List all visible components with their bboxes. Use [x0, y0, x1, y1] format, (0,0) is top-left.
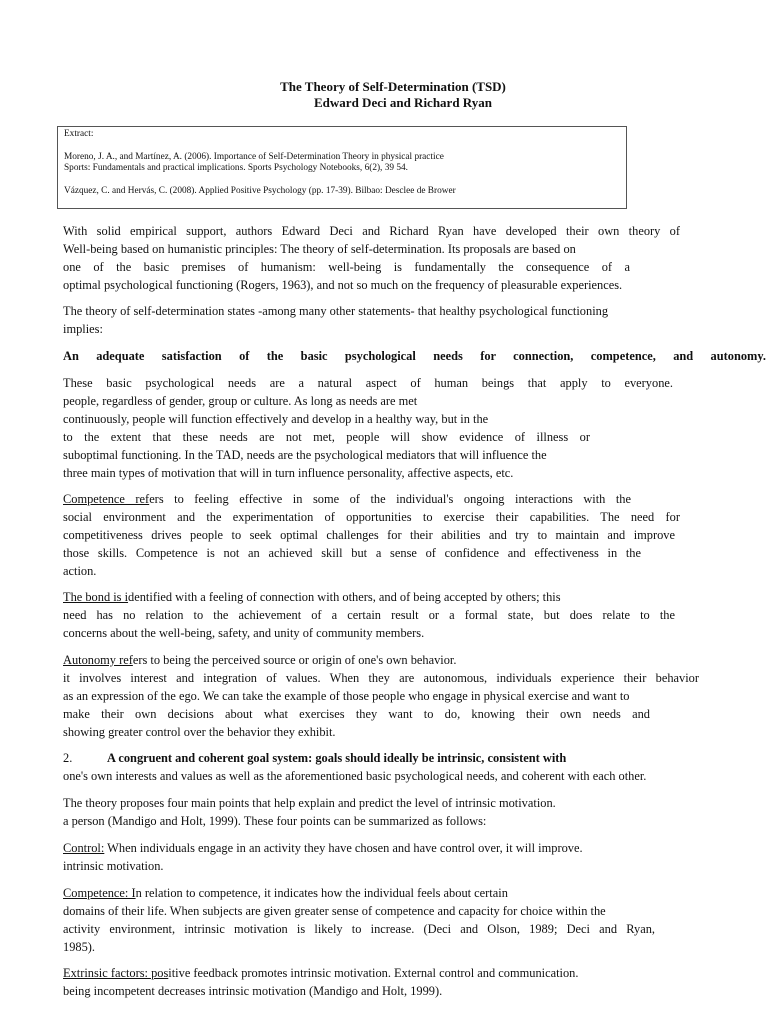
text-line: implies: [63, 322, 103, 336]
text-line: continuously, people will function effectively and develop in a healthy way, but in the [63, 412, 489, 426]
paragraph-autonomy [63, 651, 699, 741]
paragraph-needs [63, 374, 673, 482]
paragraph-intro [63, 222, 680, 294]
text-line: one of the basic premises of humanism: well-being is fundamentally the consequence of a [63, 260, 630, 274]
text-line: Extrinsic factors: positive feedback promotes intrinsic motivation. External control and communication. [63, 966, 579, 980]
text-line [63, 749, 703, 767]
reference-vazquez: Vázquez, C. and Hervás, C. (2008). Applied Positive Psychology (pp. 17-39). Bilbao: Desclee de Brower [64, 185, 456, 196]
paragraph-competence-point [63, 884, 687, 956]
text-line: optimal psychological functioning (Rogers, 1963), and not so much on the frequency of pleasurable experiences. [63, 278, 623, 292]
text-line: intrinsic motivation. [63, 859, 164, 873]
text-line: to the extent that these needs are not met, people will show evidence of illness or [63, 430, 590, 444]
text-line: Competence refers to feeling effective in some of the individual's ongoing interactions with the [63, 492, 631, 506]
paragraph-control [63, 839, 663, 875]
text-line: those skills. Competence is not an achieved skill but a sense of confidence and effectiveness in the [63, 546, 641, 560]
paragraph-competence [63, 490, 680, 580]
text-line: Control: When individuals engage in an activity they have chosen and have control over, it will improve. [63, 841, 583, 855]
paragraph-extrinsic [63, 964, 663, 1000]
text-line: need has no relation to the achievement of a certain result or a formal state, but does relate to the [63, 608, 675, 622]
text-line: social environment and the experimentation of opportunities to exercise their capabilities. The need for [63, 510, 680, 524]
title-line: The Theory of Self-Determination (TSD) [280, 79, 506, 94]
text-line: 1985). [63, 940, 96, 954]
text-line: The theory of self-determination states -among many other statements- that healthy psychological functioning [63, 304, 609, 318]
text-line: it involves interest and integration of values. When they are autonomous, individuals experience their behavior [63, 671, 699, 685]
text-line: Competence: In relation to competence, it indicates how the individual feels about certain [63, 886, 508, 900]
extrinsic-term: Extrinsic factors: pos [63, 966, 169, 980]
paragraph-bond [63, 588, 675, 642]
competence-term: Competence ref [63, 492, 150, 506]
text-line: The theory proposes four main points that help explain and predict the level of intrinsic motivation. [63, 796, 556, 810]
text-line: showing greater control over the behavior they exhibit. [63, 725, 336, 739]
text-line: as an expression of the ego. We can take the example of those people who engage in physical exercise and want to [63, 689, 630, 703]
text-line: An adequate satisfaction of the basic psychological needs for connection, competence, and autonomy. [63, 349, 766, 363]
text-line: activity environment, intrinsic motivation is likely to increase. (Deci and Olson, 1989; Deci and Ryan, [63, 922, 655, 936]
autonomy-term: Autonomy ref [63, 653, 133, 667]
document-title [0, 79, 768, 111]
text-line: make their own decisions about what exercises they want to do, knowing their own needs and [63, 707, 650, 721]
extract-box [57, 126, 627, 209]
bond-term: The bond is i [63, 590, 129, 604]
control-term: Control: [63, 841, 105, 855]
list-number: 2. [63, 751, 73, 765]
competence-point-term: Competence: I [63, 886, 136, 900]
point-2-heading: A congruent and coherent goal system: goals should ideally be intrinsic, consistent with [107, 751, 567, 765]
text-line: being incompetent decreases intrinsic motivation (Mandigo and Holt, 1999). [63, 984, 443, 998]
paragraph-four-points [63, 794, 663, 830]
text-line: one's own interests and values as well as the aforementioned basic psychological needs, and coherent with each other. [63, 769, 647, 783]
text-line: concerns about the well-being, safety, and unity of community members. [63, 626, 425, 640]
reference-moreno-line1: Moreno, J. A., and Martínez, A. (2006). Importance of Self-Determination Theory in physical practice [64, 151, 444, 162]
text-line: Autonomy refers to being the perceived source or origin of one's own behavior. [63, 653, 457, 667]
text-line: domains of their life. When subjects are given greater sense of competence and capacity for choice within the [63, 904, 606, 918]
text-line: The bond is identified with a feeling of connection with others, and of being accepted by others; this [63, 590, 561, 604]
text-line: With solid empirical support, authors Edward Deci and Richard Ryan have developed their own theory of [63, 224, 680, 238]
text-line: action. [63, 564, 97, 578]
text-line: people, regardless of gender, group or culture. As long as needs are met [63, 394, 418, 408]
authors-line: Edward Deci and Richard Ryan [314, 95, 492, 110]
text-line: three main types of motivation that will in turn influence personality, affective aspects, etc. [63, 466, 514, 480]
reference-moreno-line2: Sports: Fundamentals and practical implications. Sports Psychology Notebooks, 6(2), 39 54. [64, 163, 408, 173]
paragraph-states [63, 302, 673, 338]
needs-statement [63, 347, 766, 365]
point-2 [63, 749, 703, 785]
text-line: Well-being based on humanistic principles: The theory of self-determination. Its proposals are based on [63, 242, 576, 256]
extract-label: Extract: [64, 129, 94, 139]
text-line: suboptimal functioning. In the TAD, needs are the psychological mediators that will influence the [63, 448, 547, 462]
text-line: a person (Mandigo and Holt, 1999). These four points can be summarized as follows: [63, 814, 487, 828]
text-line: competitiveness drives people to seek optimal challenges for their abilities and try to maintain and improve [63, 528, 675, 542]
text-line: These basic psychological needs are a natural aspect of human beings that apply to everyone. [63, 376, 673, 390]
